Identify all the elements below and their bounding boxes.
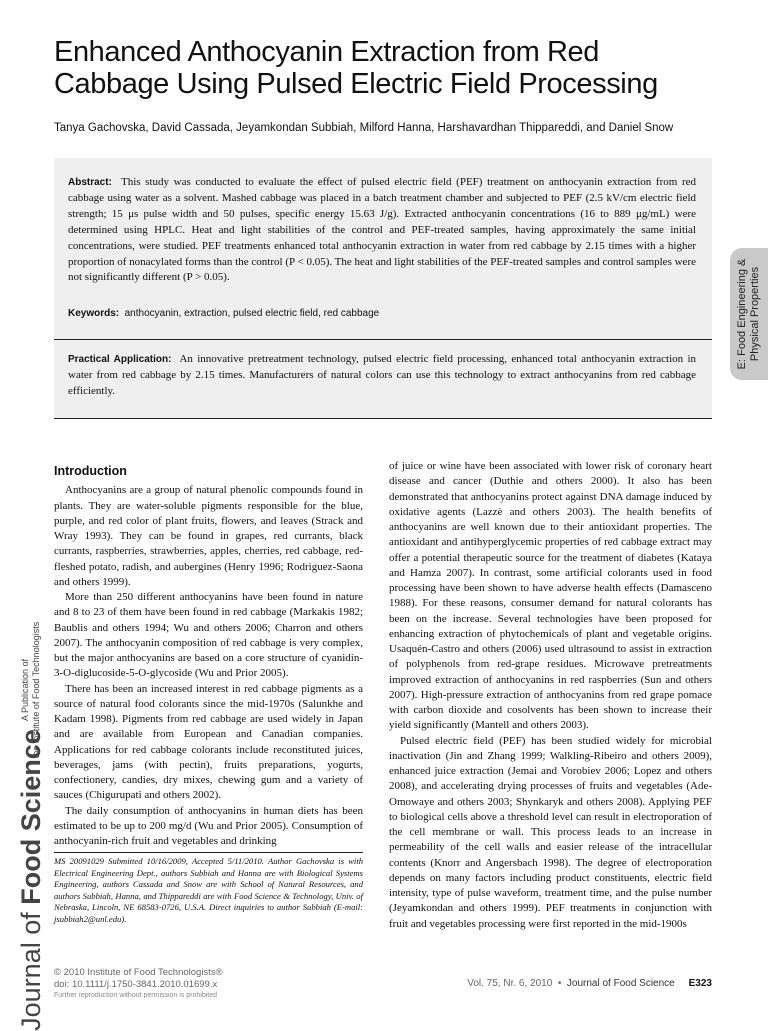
journal-logo-part1: Journal (16, 942, 46, 1031)
footer-separator-bullet: • (555, 978, 565, 989)
paper-title: Enhanced Anthocyanin Extraction from Red Cabbage Using Pulsed Electric Field Processing (54, 36, 658, 100)
volume-info: Vol. 75, Nr. 6, 2010 (467, 978, 553, 989)
section-heading-introduction: Introduction (54, 464, 127, 478)
body-paragraph: There has been an increased interest in red cabbage pigments as a source of natural food colorants since the mid-1970s (Salunkhe and Kadam 1998). Pigments from red cabbage are used widely in Japan and are available from European and Canadian companies. Applications for red cabbage colorants include reconstituted juices, beverages, jams (with pectin), fruits preparations, yogurts, confectionery, candies, dry mixes, chewing gum and a variety of sauces (Chigurupati and others 2002). (54, 682, 363, 802)
body-paragraph: of juice or wine have been associated with lower risk of coronary heart disease and cancer (Duthie and others 2000). It also has been demonstrated that anthocyanins protect against DNA damage induced by oxidative agents (Lazzè and others 2003). The health benefits of anthocyanins are well known due to their antioxidant properties. The antioxidant and antihyperglycemic properties of red cabbage extract may offer a potential therapeutic source for the treatment of diabetes (Kataya and Hamza 2007). In contrast, some artificial colorants used in food processing have been shown to have adverse health effects (Damasceno 1988). For these reasons, consumer demand for natural colorants has been on the increase. Several technologies have been proposed for enhancing extraction of phytochemicals of plant and vegetable origins. Usaquén-Castro and others (2006) used ultrasound to assist in extraction of polyphenols from red-grape residues. Microwave pretreatments improved extraction of anthocyanins in red raspberries (Sun and others 2007). High-pressure extraction of anthocyanins from red grape pomace with carbon dioxide and cosolvents has been shown to increase their yield significantly (Mantell and others 2003). (389, 460, 712, 732)
section-side-tab-line2: Physical Properties (749, 266, 761, 362)
doi-link[interactable]: doi: 10.1111/j.1750-3841.2010.01699.x (54, 979, 218, 990)
keywords (68, 306, 696, 322)
body-paragraph: Pulsed electric field (PEF) has been studied widely for microbial inactivation (Jin and Zhang 1999; Walkling-Ribeiro and others 2009), enhanced juice extraction (Jemai and Vorobiev 2006; Lopez and others 2008), and accelerating drying processes of fruits and vegetables (Ade-Omowaye and others 2003; Shynkaryk and others 2008). Applying PEF to biological cells above a threshold level can result in electroporation of the cell membrane or wall. This process leads to an increase in permeability of the cell walls and easier release of the intracellular contents (Knorr and Angersbach 1998). The degree of electroporation depends on many factors including product constituents, electric field intensity, type of pulse waveform, treatment time, and the pulse number (Jeyamkondan and others 1999). PEF treatments in conjunction with fruit and vegetables processing were first reported in the mid-1900s (389, 734, 712, 930)
body-column-left (54, 462, 363, 849)
keywords-text: anthocyanin, extraction, pulsed electric field, red cabbage (124, 308, 380, 319)
footnote-divider (54, 852, 363, 853)
section-side-tab-line1: E: Food Engineering & (736, 258, 748, 370)
publisher-note-line2: the Institute of Food Technologists (31, 621, 41, 759)
abstract-label: Abstract: (68, 177, 112, 188)
abstract-divider (54, 339, 712, 340)
page-number: E323 (688, 978, 712, 989)
abstract-text: This study was conducted to evaluate the effect of pulsed electric field (PEF) treatment on anthocyanin extraction from red cabbage using water as a solvent. Mashed cabbage was placed in a batch treatment chamber and subjected to PEF (2.5 kV/cm electric field strength; 15 μs pulse width and 50 pulses, specific energy 15.63 J/g). Extracted anthocyanin concentrations (16 to 889 μg/mL) were determined using HPLC. Heat and light stabilities of the control and PEF-treated samples, having approximately the same initial concentrations, were studied. PEF treatments enhanced total anthocyanin extraction in water from red cabbage by 2.15 times with a higher proportion of nonacylated forms than the control (P < 0.05). The heat and light stabilities of the PEF-treated samples and control samples were not significantly different (P > 0.05). (68, 176, 696, 284)
publisher-note-line1: A Publication of (20, 658, 30, 722)
page-footer (467, 978, 712, 990)
journal-logo-vertical (16, 729, 46, 1031)
copyright-notice: © 2010 Institute of Food Technologists® (54, 967, 223, 978)
publisher-note-vertical (20, 622, 42, 758)
author-list: Tanya Gachovska, David Cassada, Jeyamkondan Subbiah, Milford Hanna, Harshavardhan Thippareddi, and Daniel Snow (54, 122, 674, 134)
body-paragraph: Anthocyanins are a group of natural phenolic compounds found in plants. They are water-soluble pigments responsible for the blue, purple, and red color of plant fruits, flowers, and leaves (Strack and Wray 1993). They can be found in grapes, red currants, black currants, raspberries, strawberries, apples, cherries, red cabbage, red-fleshed potato, radish, and aubergines (Henry 1996; Rodriguez-Saona and others 1999). (54, 484, 363, 588)
practical-application-text: An innovative pretreatment technology, pulsed electric field processing, enhanced total anthocyanin extraction in water from red cabbage by 2.15 times. Manufacturers of natural colors can use this technology to extract anthocyanins from red cabbage efficiently. (68, 353, 696, 397)
author-footnote: MS 20091029 Submitted 10/16/2009, Accepted 5/11/2010. Author Gachovska is with Electrical Engineering Dept., authors Subbiah and Hanna are with Biological Systems Engineering, authors Cassada and Snow are with School of Natural Resources, and authors Subbiah, Hanna, and Thippareddi are with Food Science & Technology, Univ. of Nebraska, Lincoln, NE 68583-0726, U.S.A. Direct inquiries to author Subbiah (E-mail: jsubbiah2@unl.edu). (54, 856, 363, 924)
journal-logo-part2: of (16, 912, 46, 935)
abstract-box (54, 158, 712, 419)
body-paragraph: More than 250 different anthocyanins have been found in nature and 8 to 23 of them have been found in red cabbage (Markakis 1982; Baublis and others 1994; Wu and others 2006; Charron and others 2007). The anthocyanin composition of red cabbage is very complex, but the major anthocyanins are based on a core structure of cyanidin-3-O-diglucoside-5-O-glycoside (Wu and Prior 2005). (54, 591, 363, 680)
journal-logo-part3: Food Science (16, 729, 46, 905)
body-column-right (389, 459, 712, 932)
practical-application (68, 352, 696, 400)
journal-name: Journal of Food Science (566, 978, 675, 989)
reprint-notice: Further reproduction without permission is prohibited (54, 992, 218, 999)
keywords-label: Keywords: (68, 308, 120, 319)
body-paragraph: The daily consumption of anthocyanins in human diets has been estimated to be up to 200 mg/d (Wu and Prior 2005). Consumption of anthocyanin-rich fruit and vegetables and drinking (54, 804, 363, 847)
practical-application-label: Practical Application: (68, 354, 172, 365)
abstract (68, 175, 696, 286)
footer-spacer (678, 978, 686, 989)
section-side-tab-label (736, 259, 762, 370)
section-side-tab (730, 248, 768, 380)
